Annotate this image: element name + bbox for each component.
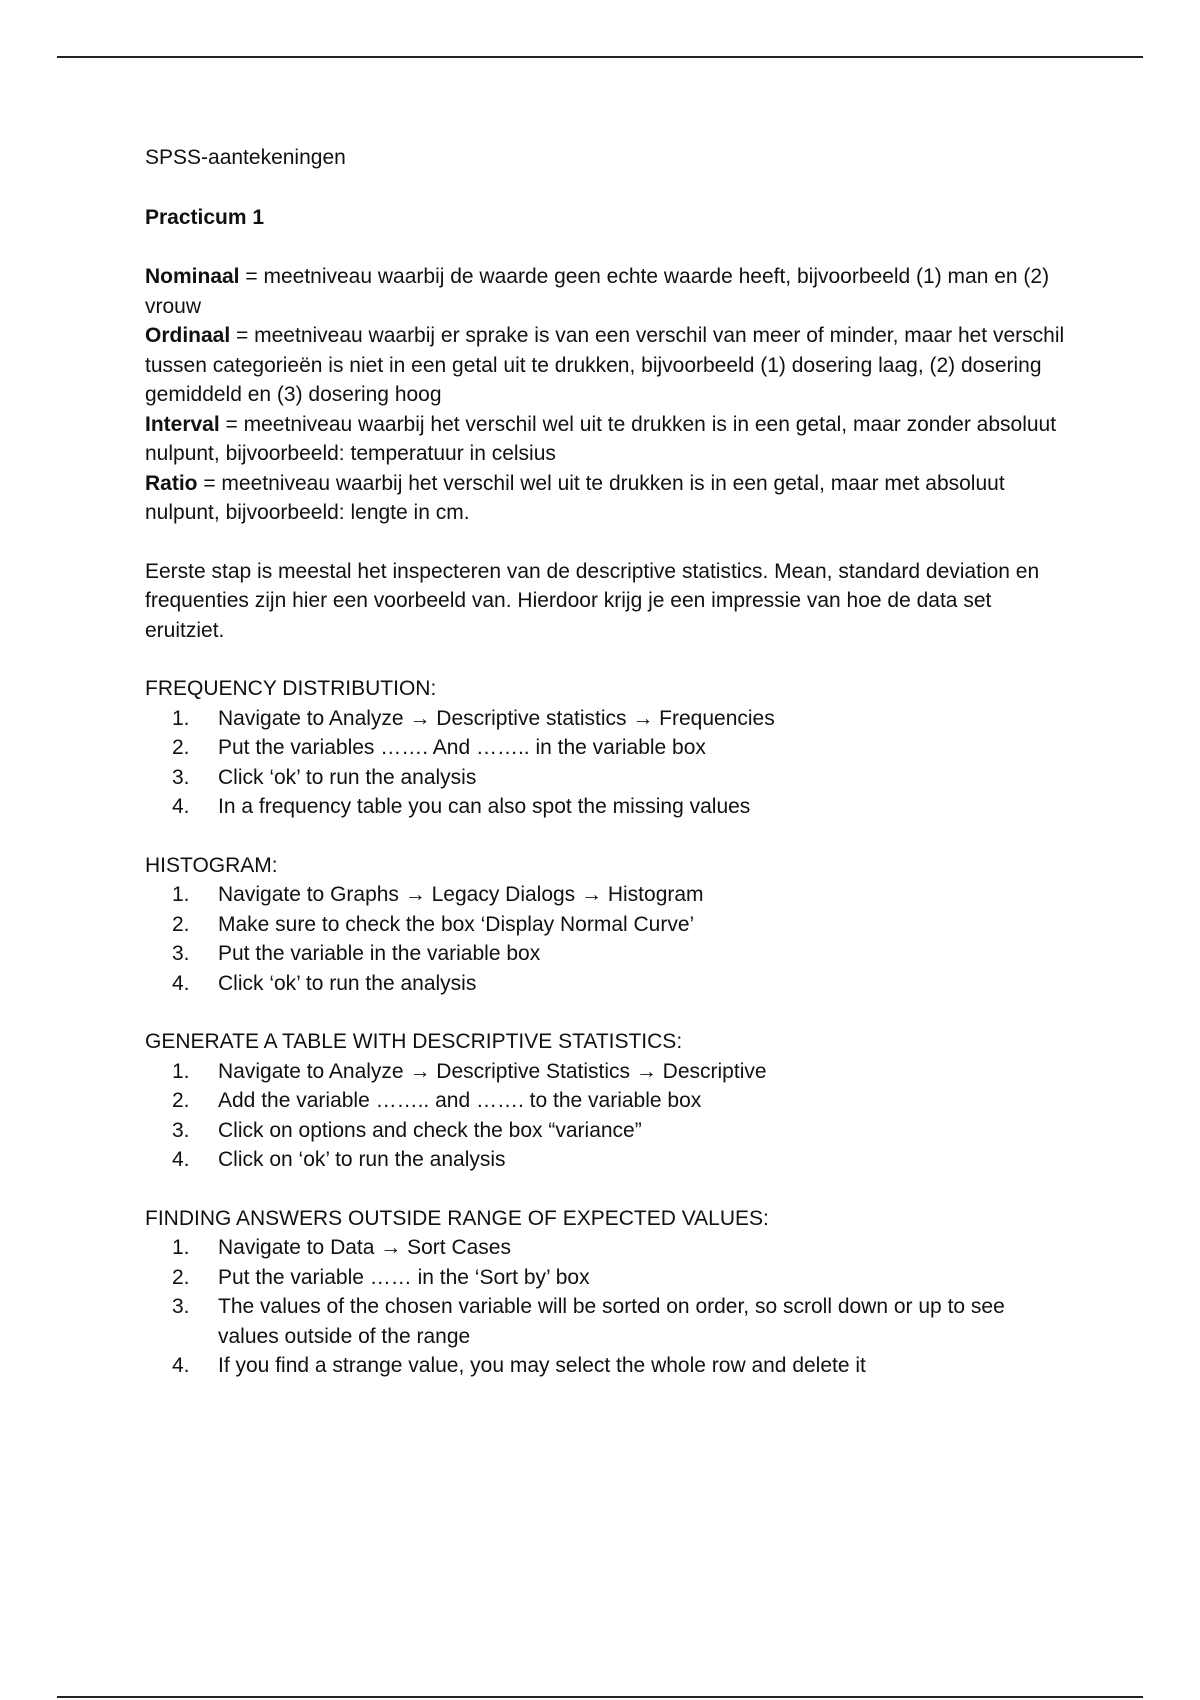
step-number: 2. <box>172 1089 190 1112</box>
step-list <box>145 1233 1065 1381</box>
section-descriptive-table <box>145 1027 1065 1175</box>
list-item <box>145 1263 1065 1293</box>
list-item <box>145 733 1065 763</box>
definitions-block <box>145 262 1065 528</box>
definition-text: = meetniveau waarbij het verschil wel uit te drukken is in een getal, maar met absoluut nulpunt, bijvoorbeeld: lengte in cm. <box>145 471 1005 524</box>
intro-paragraph: Eerste stap is meestal het inspecteren van de descriptive statistics. Mean, standard deviation en frequenties zijn hier een voorbeeld van. Hierdoor krijg je een impressie van hoe de data set eruitziet. <box>145 559 1040 642</box>
step-text: Navigate to Analyze → Descriptive statistics → Frequencies <box>218 706 775 730</box>
step-number: 2. <box>172 736 190 759</box>
list-item <box>145 1057 1065 1087</box>
step-list <box>145 880 1065 998</box>
step-text: Put the variable …… in the ‘Sort by’ box <box>218 1265 590 1289</box>
step-text: Navigate to Analyze → Descriptive Statistics → Descriptive <box>218 1059 767 1083</box>
definition-text: = meetniveau waarbij er sprake is van een verschil van meer of minder, maar het verschil tussen categorieën is niet in een getal uit te drukken, bijvoorbeeld (1) dosering laag, (2) dosering gemiddeld en (3) dosering hoog <box>145 324 1065 406</box>
definition-ratio <box>145 469 1065 528</box>
definition-text: = meetniveau waarbij de waarde geen echte waarde heeft, bijvoorbeeld (1) man en (2) vrouw <box>145 265 1050 318</box>
list-item <box>145 1292 1065 1351</box>
section-title: FREQUENCY DISTRIBUTION: <box>145 677 437 700</box>
step-number: 4. <box>172 1354 190 1377</box>
step-text: Put the variable in the variable box <box>218 942 541 965</box>
list-item <box>145 792 1065 822</box>
step-number: 4. <box>172 795 190 818</box>
step-text: Click on ‘ok’ to run the analysis <box>218 1148 506 1171</box>
step-text: Click on options and check the box “variance” <box>218 1118 642 1142</box>
definition-nominaal <box>145 262 1065 321</box>
step-text: Click ‘ok’ to run the analysis <box>218 765 477 789</box>
step-number: 4. <box>172 971 190 995</box>
definition-ordinaal <box>145 321 1065 410</box>
step-number: 3. <box>172 765 190 789</box>
step-number: 3. <box>172 1118 190 1142</box>
document-title: SPSS-aantekeningen <box>145 146 346 169</box>
step-text: Put the variables ……. And …….. in the variable box <box>218 736 706 759</box>
step-text: Navigate to Data → Sort Cases <box>218 1236 511 1259</box>
step-text: Add the variable …….. and ……. to the variable box <box>218 1089 702 1112</box>
list-item <box>145 969 1065 999</box>
definition-term: Interval <box>145 412 220 436</box>
section-title: GENERATE A TABLE WITH DESCRIPTIVE STATISTICS: <box>145 1030 683 1053</box>
list-item <box>145 880 1065 910</box>
section-outside-range <box>145 1204 1065 1381</box>
list-item <box>145 1145 1065 1175</box>
list-item <box>145 704 1065 734</box>
step-number: 2. <box>172 1265 190 1289</box>
step-number: 1. <box>172 1236 190 1259</box>
step-number: 2. <box>172 912 190 936</box>
section-title: HISTOGRAM: <box>145 853 278 877</box>
definition-term: Nominaal <box>145 265 240 288</box>
definition-term: Ordinaal <box>145 324 231 347</box>
top-rule <box>57 56 1143 58</box>
list-item <box>145 763 1065 793</box>
section-title: FINDING ANSWERS OUTSIDE RANGE OF EXPECTED VALUES: <box>145 1206 769 1230</box>
step-text: Navigate to Graphs → Legacy Dialogs → Histogram <box>218 883 704 906</box>
step-number: 1. <box>172 883 190 906</box>
section-histogram <box>145 851 1065 999</box>
step-number: 3. <box>172 942 190 965</box>
list-item <box>145 1351 1065 1381</box>
step-number: 1. <box>172 706 190 730</box>
step-list <box>145 1057 1065 1175</box>
definition-interval <box>145 410 1065 469</box>
step-number: 3. <box>172 1295 190 1318</box>
list-item <box>145 1233 1065 1263</box>
list-item <box>145 939 1065 969</box>
step-text: In a frequency table you can also spot the missing values <box>218 795 751 818</box>
document-body <box>145 143 1065 1410</box>
bottom-rule <box>57 1696 1143 1698</box>
practicum-heading: Practicum 1 <box>145 205 265 229</box>
definition-term: Ratio <box>145 471 198 495</box>
list-item <box>145 910 1065 940</box>
step-text: Make sure to check the box ‘Display Normal Curve’ <box>218 912 695 936</box>
list-item <box>145 1116 1065 1146</box>
step-text: If you find a strange value, you may select the whole row and delete it <box>218 1354 866 1377</box>
step-list <box>145 704 1065 822</box>
step-number: 1. <box>172 1059 190 1083</box>
step-number: 4. <box>172 1148 190 1171</box>
step-text: The values of the chosen variable will be sorted on order, so scroll down or up to see values outside of the range <box>218 1295 1005 1348</box>
definition-text: = meetniveau waarbij het verschil wel uit te drukken is in een getal, maar zonder absoluut nulpunt, bijvoorbeeld: temperatuur in celsius <box>145 412 1057 465</box>
step-text: Click ‘ok’ to run the analysis <box>218 971 477 995</box>
list-item <box>145 1086 1065 1116</box>
section-frequency-distribution <box>145 674 1065 822</box>
